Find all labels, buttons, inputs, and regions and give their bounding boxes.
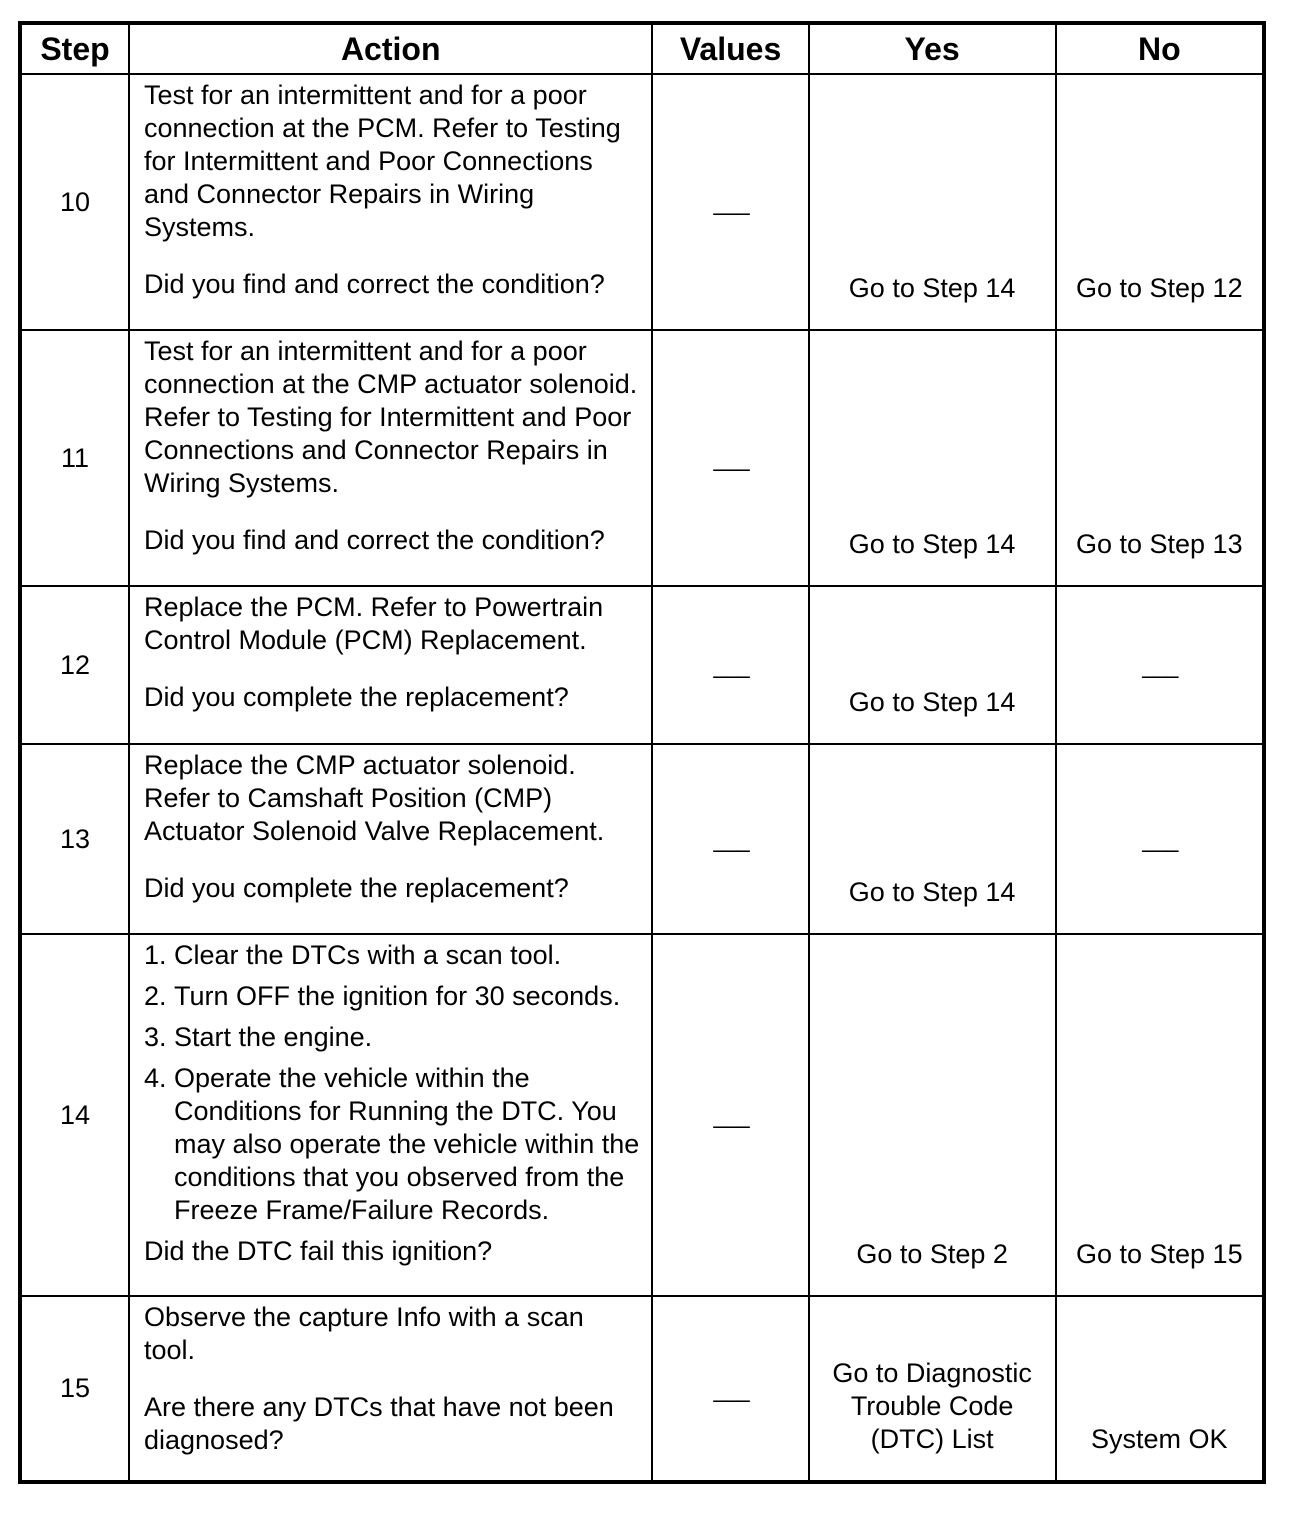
action-question: Are there any DTCs that have not been diagnosed?: [143, 1392, 614, 1455]
substep-item: [144, 939, 639, 972]
table-row: [20, 586, 1264, 744]
yes-cell: Go to Step 14: [809, 586, 1056, 744]
no-cell: Go to Step 15: [1056, 934, 1264, 1296]
step-number: 10: [20, 74, 129, 330]
action-text: Test for an intermittent and for a poor connection at the PCM. Refer to Testing for Intermittent and Poor Connections and Connector Repairs in Wiring Systems.: [143, 80, 621, 242]
header-yes: Yes: [809, 23, 1056, 74]
substep-item: [144, 1062, 639, 1227]
values-text: ___: [713, 1102, 748, 1129]
step-number: 14: [20, 934, 129, 1296]
no-cell: System OK: [1056, 1296, 1264, 1482]
step-number: 12: [20, 586, 129, 744]
action-question: Did you complete the replacement?: [143, 682, 569, 712]
action-text: Observe the capture Info with a scan tool.: [143, 1302, 584, 1365]
no-cell: [1056, 744, 1264, 934]
table-row: [20, 330, 1264, 586]
step-number: 15: [20, 1296, 129, 1482]
no-cell: Go to Step 12: [1056, 74, 1264, 330]
table-row: [20, 74, 1264, 330]
diagnostic-table: [18, 21, 1266, 1484]
action-question: Did the DTC fail this ignition?: [143, 1236, 493, 1266]
substep-number: 1.: [143, 940, 167, 970]
values-text: ___: [713, 1375, 748, 1403]
values-text: ___: [713, 189, 748, 216]
values-cell: [652, 934, 808, 1296]
substep-item: [144, 1021, 639, 1054]
yes-cell: Go to Step 14: [809, 74, 1056, 330]
header-step: Step: [20, 23, 129, 74]
values-cell: [652, 586, 808, 744]
table-row: [20, 744, 1264, 934]
step-number: 11: [20, 330, 129, 586]
step-number: 13: [20, 744, 129, 934]
yes-cell: Go to Step 14: [809, 744, 1056, 934]
no-cell: [1056, 586, 1264, 744]
table-row: [20, 934, 1264, 1296]
substep-text: Clear the DTCs with a scan tool.: [173, 940, 562, 970]
action-cell: [129, 74, 652, 330]
substep-text: Start the engine.: [173, 1022, 373, 1052]
substep-text: Turn OFF the ignition for 30 seconds.: [173, 981, 621, 1011]
yes-cell: Go to Step 2: [809, 934, 1056, 1296]
values-cell: [652, 744, 808, 934]
values-text: ___: [713, 445, 748, 472]
action-cell: [129, 744, 652, 934]
action-cell: [129, 330, 652, 586]
values-cell: [652, 330, 808, 586]
action-question: Did you find and correct the condition?: [143, 269, 605, 299]
header-values: Values: [652, 23, 808, 74]
substep-text: Operate the vehicle within the Conditions for Running the DTC. You may also operate the vehicle within the conditions that you observed from the Freeze Frame/Failure Records.: [173, 1063, 640, 1225]
no-text: ___: [1142, 652, 1177, 679]
table-row: [20, 1296, 1264, 1482]
no-cell: Go to Step 13: [1056, 330, 1264, 586]
substep-number: 2.: [143, 981, 167, 1011]
no-text: ___: [1142, 826, 1177, 853]
header-no: No: [1056, 23, 1264, 74]
substep-number: 3.: [143, 1022, 167, 1052]
substep-item: [144, 980, 639, 1013]
values-cell: [652, 74, 808, 330]
action-text: Replace the PCM. Refer to Powertrain Control Module (PCM) Replacement.: [143, 592, 604, 655]
values-text: ___: [713, 652, 748, 679]
action-text: Replace the CMP actuator solenoid. Refer to Camshaft Position (CMP) Actuator Solenoid Valve Replacement.: [143, 750, 605, 846]
yes-cell: Go to Step 14: [809, 330, 1056, 586]
action-question: Did you complete the replacement?: [143, 873, 569, 903]
action-cell: [129, 934, 652, 1296]
values-text: ___: [713, 826, 748, 853]
action-cell: [129, 586, 652, 744]
header-action: Action: [129, 23, 652, 74]
action-cell: [129, 1296, 652, 1482]
yes-cell: Go to Diagnostic Trouble Code (DTC) List: [809, 1296, 1056, 1482]
substep-list: [144, 939, 639, 1227]
header-row: [20, 23, 1264, 74]
action-text: Test for an intermittent and for a poor connection at the CMP actuator solenoid. Refer to Testing for Intermittent and Poor Connections and Connector Repairs in Wiring Systems.: [143, 336, 638, 498]
substep-number: 4.: [143, 1063, 167, 1093]
action-question: Did you find and correct the condition?: [143, 525, 605, 555]
values-cell: [652, 1296, 808, 1482]
